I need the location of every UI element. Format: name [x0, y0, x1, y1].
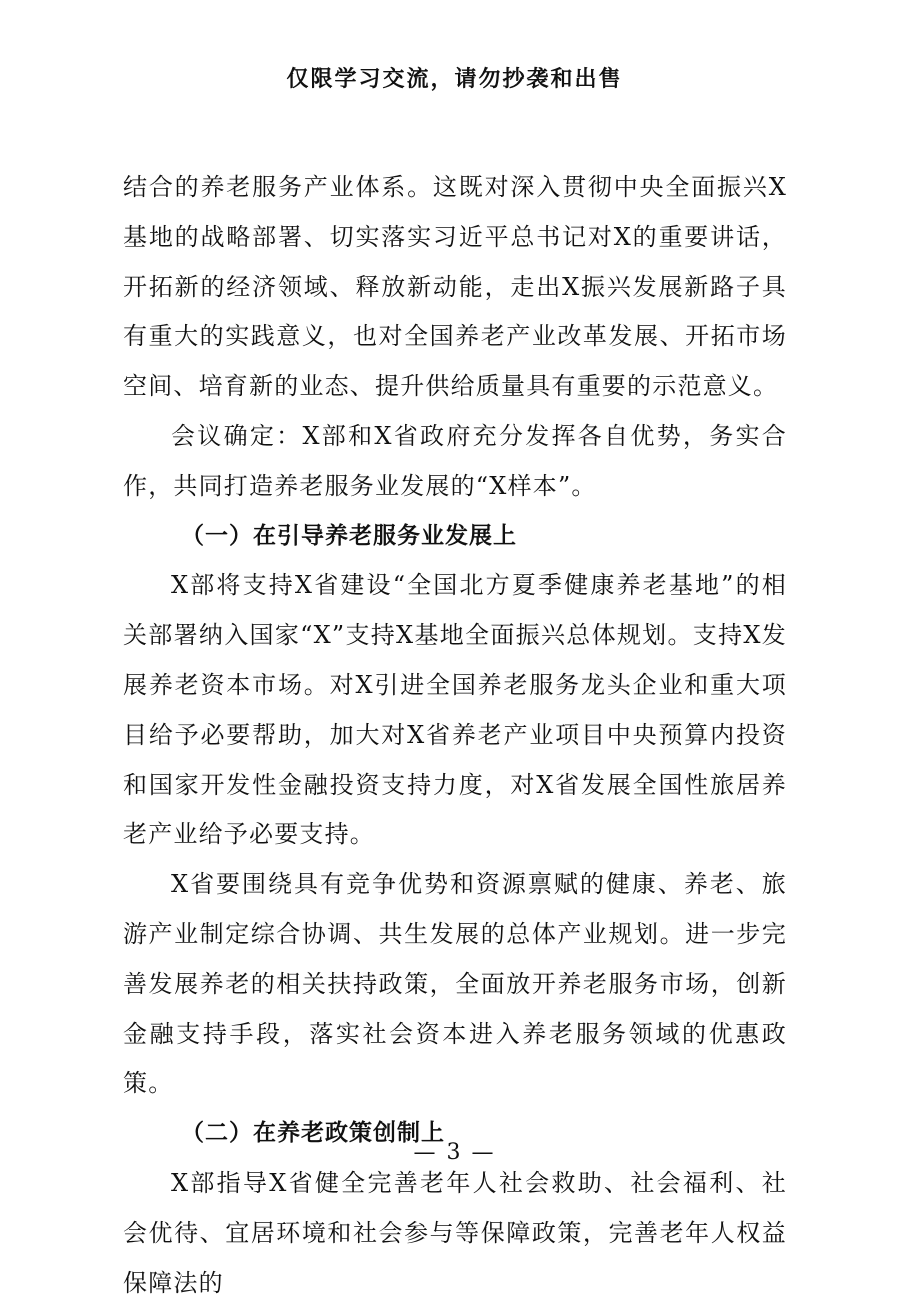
page-number: — 3 — [413, 1140, 496, 1165]
paragraph-meeting-decision: 会议确定：X部和X省政府充分发挥各自优势，务实合作，共同打造养老服务业发展的“X样本”。 [123, 421, 787, 500]
paragraph-continuation: 结合的养老服务产业体系。这既对深入贯彻中央全面振兴X基地的战略部署、切实落实习近平总书记对X的重要讲话，开拓新的经济领域、释放新动能，走出X振兴发展新路子具有重大的实践意义，也对全国养老产业改革发展、开拓市场空间、培育新的业态、提升供给质量具有重要的示范意义。 [123, 173, 787, 401]
paragraph-province-plan: X省要围绕具有竞争优势和资源禀赋的健康、养老、旅游产业制定综合协调、共生发展的总体产业规划。进一步完善发展养老的相关扶持政策，全面放开养老服务市场，创新金融支持手段，落实社会资本进入养老服务领域的优惠政策。 [123, 870, 787, 1098]
section-heading-1: （一）在引导养老服务业发展上 [181, 522, 517, 549]
header-notice: 仅限学习交流，请勿抄袭和出售 [286, 67, 623, 92]
section-heading-2: （二）在养老政策创制上 [181, 1120, 445, 1147]
document-body [123, 163, 787, 1308]
paragraph-ministry-support: X部将支持X省建设“全国北方夏季健康养老基地”的相关部署纳入国家“X”支持X基地全面振兴总体规划。支持X发展养老资本市场。对X引进全国养老服务龙头企业和重大项目给予必要帮助，加大对X省养老产业项目中央预算内投资和国家开发性金融投资支持力度，对X省发展全国性旅居养老产业给予必要支持。 [123, 571, 787, 849]
paragraph-policy-guidance: X部指导X省健全完善老年人社会救助、社会福利、社会优待、宜居环境和社会参与等保障政策，完善老年人权益保障法的 [123, 1168, 787, 1297]
